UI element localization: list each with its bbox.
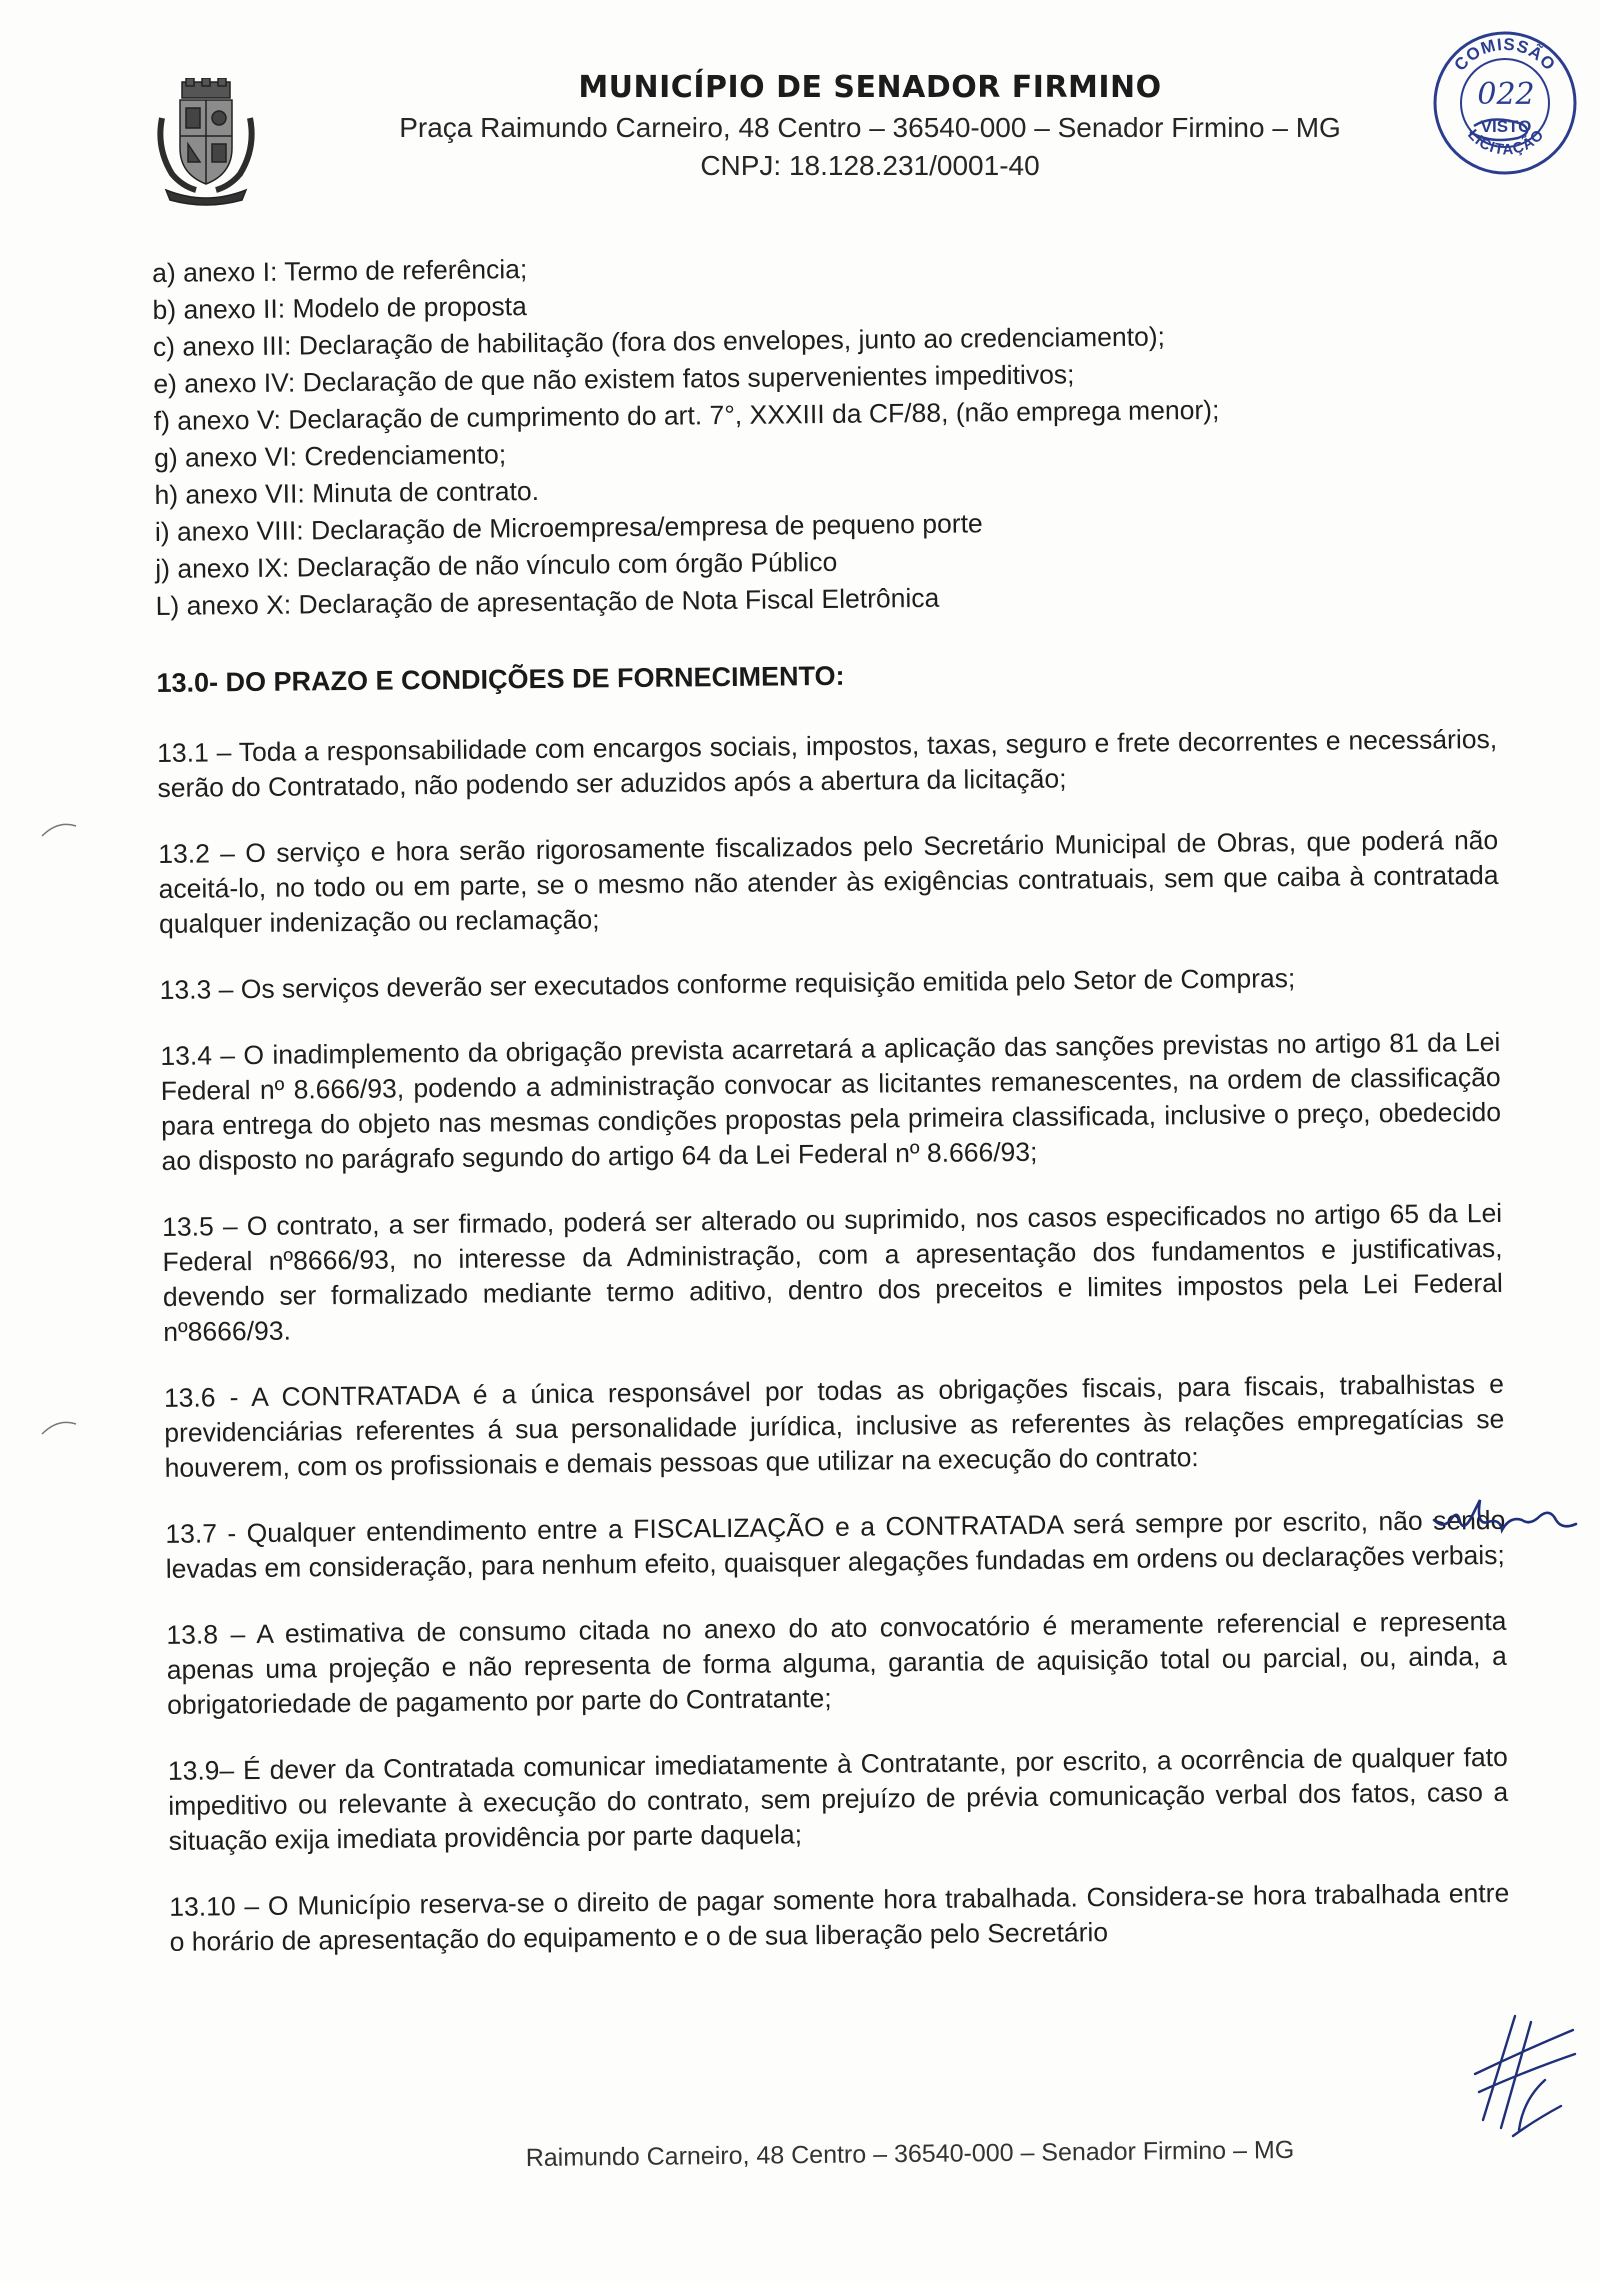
stamp-bottom-text: LICITAÇÃO — [1464, 126, 1548, 159]
clause-13-4: 13.4 – O inadimplemento da obrigação prevista acarretará a aplicação das sanções previstas no artigo 81 da Lei Federal nº 8.666/93, podendo a administração convocar as licitantes remanescentes, na ordem de classificação para entrega do objeto nas mesmas condições propostas pela primeira classificada, inclusive o preço, obedecido ao disposto no parágrafo segundo do artigo 64 da Lei Federal nº 8.666/93; — [160, 1026, 1502, 1176]
annex-item: L) anexo X: Declaração de apresentação de Nota Fiscal Eletrônica — [155, 582, 940, 621]
annex-item: j) anexo IX: Declaração de não vínculo com órgão Público — [155, 546, 838, 584]
clause-13-1: 13.1 – Toda a responsabilidade com encargos sociais, impostos, taxas, seguro e frete decorrentes e necessários, serão do Contratado, não podendo ser aduzidos após a abertura da licitação; — [157, 723, 1498, 803]
clause-13-7: 13.7 - Qualquer entendimento entre a FISCALIZAÇÃO e a CONTRATADA será sempre por escrito, não sendo levadas em consideração, para nenhum efeito, quaisquer alegações fundadas em ordens ou declarações verbais; — [165, 1504, 1506, 1584]
punch-mark-icon — [40, 820, 80, 840]
annex-item: g) anexo VI: Credenciamento; — [153, 439, 507, 473]
annex-item: c) anexo III: Declaração de habilitação (fora dos envelopes, junto ao credenciamento); — [152, 321, 1166, 362]
letterhead-address: Praça Raimundo Carneiro, 48 Centro – 36540-000 – Senador Firmino – MG — [399, 112, 1341, 143]
svg-text:COMISSÃO — [1451, 35, 1560, 75]
commission-stamp-icon — [1430, 28, 1580, 178]
annex-item: e) anexo IV: Declaração de que não existem fatos supervenientes impeditivos; — [153, 359, 1075, 399]
coat-of-arms-icon — [152, 78, 260, 206]
annex-item: h) anexo VII: Minuta de contrato. — [154, 475, 540, 510]
clause-13-9: 13.9– É dever da Contratada comunicar imediatamente à Contratante, por escrito, a ocorrência de qualquer fato impeditivo ou relevante à execução do contrato, sem prejuízo de prévia comunicação verbal dos fatos, caso a situação exija imediata providência por parte daquela; — [167, 1741, 1509, 1856]
clause-13-10: 13.10 – O Município reserva-se o direito de pagar somente hora trabalhada. Considera-se hora trabalhada entre o horário de apresentação do equipamento e o de sua liberação pelo Secretário — [169, 1877, 1510, 1957]
annex-item: a) anexo I: Termo de referência; — [152, 254, 528, 288]
clause-13-5: 13.5 – O contrato, a ser firmado, poderá ser alterado ou suprimido, nos casos especificados no artigo 65 da Lei Federal nº8666/93, no interesse da Administração, com a apresentação dos fundamentos e justificativas, devendo ser formalizado mediante termo aditivo, dentro dos preceitos e limites impostos pela Lei Federal nº8666/93. — [162, 1197, 1503, 1347]
handwritten-rubric-icon — [1465, 2010, 1585, 2140]
clause-13-3: 13.3 – Os serviços deverão ser executados conforme requisição emitida pelo Setor de Compras; — [159, 963, 1296, 1005]
letterhead-cnpj: CNPJ: 18.128.231/0001-40 — [700, 150, 1040, 181]
letterhead — [360, 70, 1380, 185]
page-footer: Raimundo Carneiro, 48 Centro – 36540-000 – Senador Firmino – MG — [525, 2135, 1295, 2173]
annex-item: i) anexo VIII: Declaração de Microempresa/empresa de pequeno porte — [154, 508, 983, 547]
clause-13-8: 13.8 – A estimativa de consumo citada no anexo do ato convocatório é meramente referencial e representa apenas uma projeção e não representa de forma alguma, garantia de aquisição total ou parcial, ou, ainda, a obrigatoriedade de pagamento por parte do Contratante; — [166, 1605, 1507, 1720]
annex-item: f) anexo V: Declaração de cumprimento do art. 7°, XXXIII da CF/88, (não emprega menor); — [153, 394, 1220, 436]
clause-13-6: 13.6 - A CONTRATADA é a única responsável por todas as obrigações fiscais, para fiscais, trabalhistas e previdenciárias referentes á sua personalidade jurídica, inclusive as referentes às relações empregatícias se houverem, com os profissionais e demais pessoas que utilizar na execução do contrato: — [163, 1368, 1505, 1483]
section-heading: 13.0- DO PRAZO E CONDIÇÕES DE FORNECIMENTO: — [156, 660, 845, 698]
stamp-visto: VISTO — [1480, 117, 1532, 136]
handwritten-initials-icon — [1430, 1490, 1580, 1550]
annex-list — [152, 241, 1496, 625]
municipality-name: MUNICÍPIO DE SENADOR FIRMINO — [578, 70, 1162, 105]
clause-13-2: 13.2 – O serviço e hora serão rigorosamente fiscalizados pelo Secretário Municipal de Obras, que poderá não aceitá-lo, no todo ou em parte, se o mesmo não atender às exigências contratuais, sem que caiba à contratada qualquer indenização ou reclamação; — [158, 824, 1499, 939]
stamp-top-text: COMISSÃO — [1450, 34, 1560, 75]
document-body — [152, 241, 1510, 1991]
stamp-page-number: 022 — [1477, 77, 1535, 112]
punch-mark-icon — [40, 1418, 80, 1438]
annex-item: b) anexo II: Modelo de proposta — [152, 291, 527, 325]
